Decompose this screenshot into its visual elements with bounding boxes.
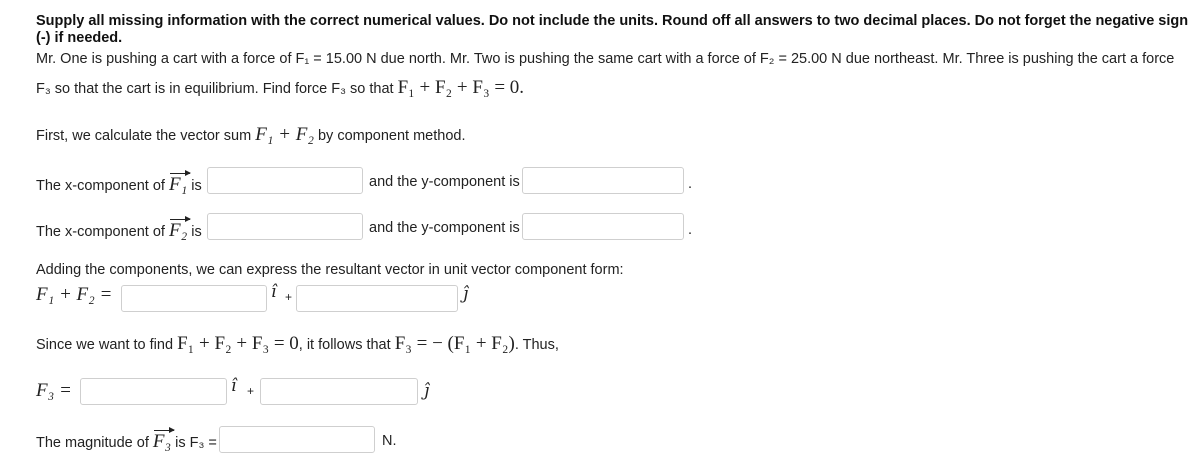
f2-is-text: is: [191, 224, 202, 240]
f3-relation: F₃ = − (F₁ + F₂): [394, 333, 515, 354]
since-line: [36, 333, 559, 355]
problem-line-2-text: F₃ so that the cart is in equilibrium. Find force F₃ so that: [36, 81, 394, 97]
f2-x-label-text: The x-component of: [36, 224, 165, 240]
since-mid-text: , it follows that: [298, 337, 391, 353]
f2-row-period: .: [688, 222, 693, 238]
f3-plus: +: [247, 384, 255, 398]
f1-x-label-text: The x-component of: [36, 178, 165, 194]
magnitude-input[interactable]: [219, 426, 375, 453]
step1-suffix: by component method.: [317, 128, 466, 144]
f2-x-component-input[interactable]: [207, 213, 363, 240]
i-hat-icon: î: [271, 282, 277, 302]
f1-row-period: .: [688, 176, 693, 192]
magnitude-unit: N.: [382, 433, 397, 449]
resultant-x-input[interactable]: [121, 285, 267, 312]
equilibrium-equation: F₁ + F₂ + F₃ = 0.: [397, 77, 525, 98]
magnitude-prefix: The magnitude of: [36, 435, 149, 451]
since-text: Since we want to find: [36, 337, 174, 353]
resultant-text: Adding the components, we can express the resultant vector in unit vector component form:: [36, 262, 624, 278]
f2-y-label: and the y-component is: [369, 220, 520, 236]
j-hat-icon: ĵ: [463, 284, 469, 304]
vector-sum-f1-f2: F₁ + F₂: [255, 124, 314, 145]
f1-y-label: and the y-component is: [369, 174, 520, 190]
f1-x-label: [36, 174, 202, 196]
step1-line: [36, 124, 466, 146]
resultant-lhs: F₁ + F₂ =: [36, 284, 113, 305]
instructions-line-1: Supply all missing information with the correct numerical values. Do not include the units. Round off all answers to two decimal places. Do not forget the negative sign: [36, 13, 1189, 29]
instructions-line-2: (-) if needed.: [36, 30, 123, 46]
f2-x-label: [36, 220, 202, 242]
f2-y-component-input[interactable]: [522, 213, 684, 240]
problem-line-2: [36, 77, 524, 99]
f2-vector: F₂: [169, 220, 188, 241]
step1-text: First, we calculate the vector sum: [36, 128, 252, 144]
f3-x-input[interactable]: [80, 378, 227, 405]
resultant-y-input[interactable]: [296, 285, 458, 312]
f1-is-text: is: [191, 178, 202, 194]
f3-y-input[interactable]: [260, 378, 418, 405]
f1-x-component-input[interactable]: [207, 167, 363, 194]
since-equation: F₁ + F₂ + F₃ = 0: [177, 333, 299, 354]
f3-i-hat-icon: î: [231, 376, 237, 396]
magnitude-is-label: is F₃ =: [175, 435, 217, 451]
magnitude-label: [36, 431, 217, 453]
problem-line-1: Mr. One is pushing a cart with a force of F₁ = 15.00 N due north. Mr. Two is pushing the same cart with a force of F₂ = 25.00 N due northeast. Mr. Three is pushing the cart a force: [36, 51, 1175, 67]
since-end-text: . Thus,: [514, 337, 559, 353]
f1-y-component-input[interactable]: [522, 167, 684, 194]
f3-vector: F₃: [152, 431, 172, 452]
f3-lhs: F₃ =: [36, 380, 72, 401]
resultant-plus: +: [285, 290, 293, 304]
f1-vector: F₁: [169, 174, 188, 195]
f3-j-hat-icon: ĵ: [424, 381, 430, 401]
